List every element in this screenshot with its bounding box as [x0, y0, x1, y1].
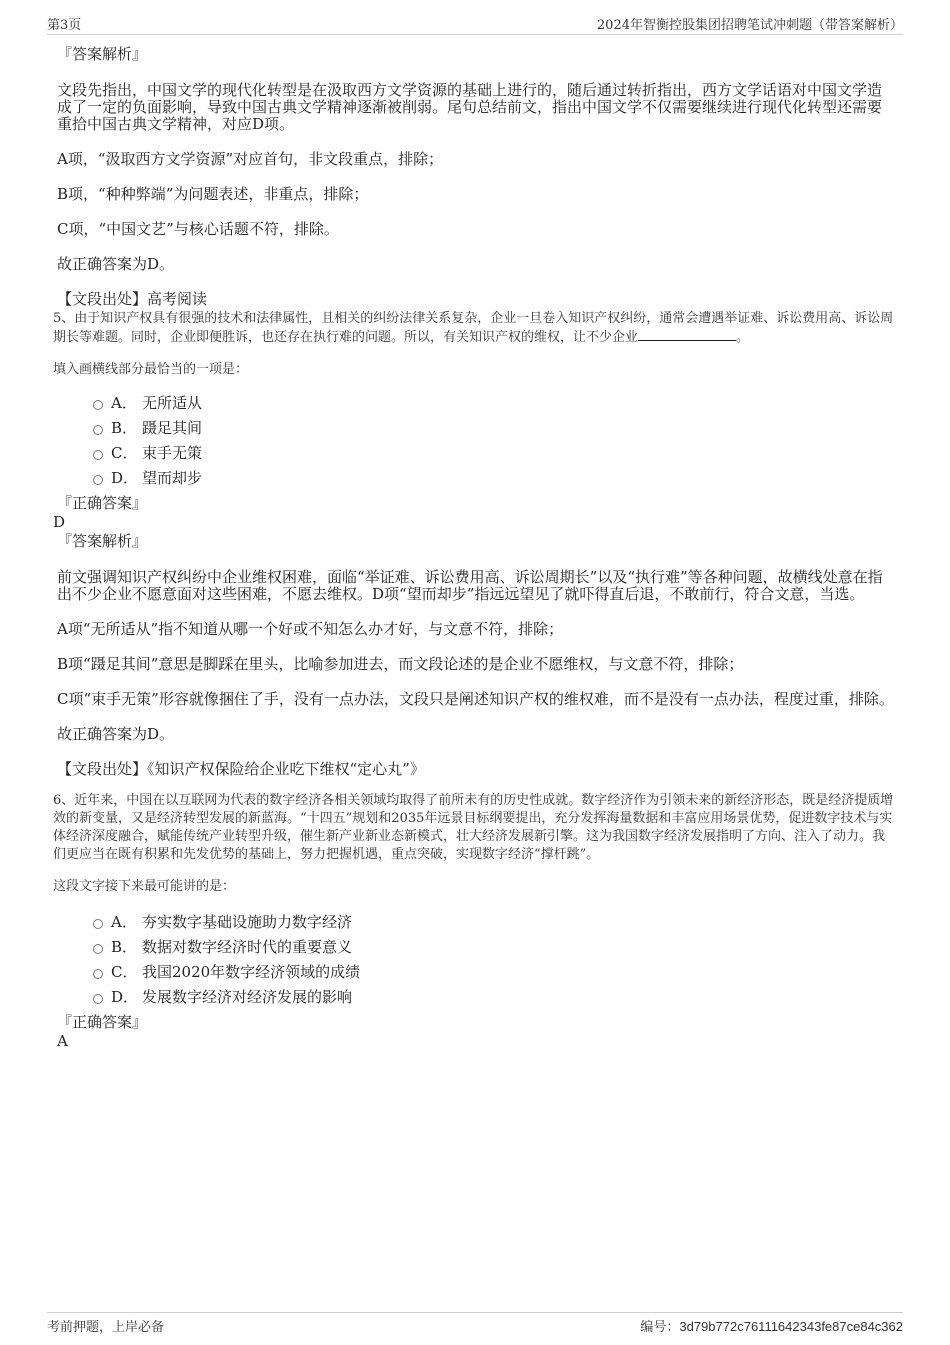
- option-b[interactable]: [53, 418, 895, 443]
- option-c-note: C项，“中国文艺”与核心话题不符，排除。: [57, 220, 339, 238]
- radio-button-icon[interactable]: [93, 994, 103, 1004]
- conclusion: 故正确答案为D。: [57, 255, 175, 273]
- option-letter: C．: [111, 963, 138, 981]
- option-a[interactable]: [53, 393, 895, 418]
- code-label: 编号：: [640, 1320, 680, 1335]
- document-code: [640, 1316, 903, 1335]
- analysis-text: 前文强调知识产权纠纷中企业维权困难，面临“举证难、诉讼费用高、诉讼周期长”以及“执行难”等各种问题，故横线处意在指出不少企业不愿意面对这些困难，不愿去维权。D项“望而却步”指远远望见了就吓得直后退，不敢前行，符合文意，当选。: [57, 568, 883, 603]
- radio-button-icon[interactable]: [93, 969, 103, 979]
- radio-button-icon[interactable]: [93, 425, 103, 435]
- option-b-note: B项，“种种弊端”为问题表述，非重点，排除；: [57, 185, 369, 203]
- option-letter: D．: [111, 988, 139, 1006]
- option-d[interactable]: [53, 468, 895, 493]
- source: 【文段出处】高考阅读: [57, 290, 208, 308]
- analysis-label: 『答案解析』: [57, 532, 148, 550]
- option-b[interactable]: [53, 937, 895, 962]
- page-footer: [47, 1312, 903, 1337]
- option-letter: D．: [111, 469, 139, 487]
- analysis-label: 『答案解析』: [57, 45, 148, 63]
- option-text: 蹑足其间: [142, 419, 203, 437]
- page-number: 第3页: [47, 18, 82, 33]
- option-a-note: A项，“汲取西方文学资源”对应首句，非文段重点，排除；: [57, 150, 444, 168]
- option-c[interactable]: [53, 962, 895, 987]
- option-letter: A．: [111, 913, 137, 931]
- option-text: 数据对数字经济时代的重要意义: [142, 938, 353, 956]
- source: 【文段出处】《知识产权保险给企业吃下维权“定心丸”》: [57, 760, 425, 778]
- option-text: 我国2020年数字经济领域的成绩: [142, 963, 361, 981]
- option-text: 发展数字经济对经济发展的影响: [142, 988, 353, 1006]
- option-text: 夯实数字基础设施助力数字经济: [142, 913, 353, 931]
- page-content: [53, 44, 895, 1050]
- correct-answer: A: [57, 1032, 68, 1050]
- conclusion: 故正确答案为D。: [57, 725, 175, 743]
- radio-button-icon[interactable]: [93, 475, 103, 485]
- option-letter: A．: [111, 394, 137, 412]
- footer-slogan: 考前押题，上岸必备: [47, 1320, 165, 1335]
- stem-text: 5、由于知识产权具有很强的技术和法律属性，且相关的纠纷法律关系复杂，企业一旦卷入知识产权纠纷，通常会遭遇举证难、诉讼费用高、诉讼周期长等难题。同时，企业即便胜诉，也还存在执行难的问题。所以，有关知识产权的维权，让不少企业: [53, 311, 894, 345]
- option-a-note: A项“无所适从”指不知道从哪一个好或不知怎么办才好，与文意不符，排除；: [57, 620, 564, 638]
- question-stem: 6、近年来，中国在以互联网为代表的数字经济各相关领域均取得了前所未有的历史性成就。数字经济作为引领未来的新经济形态，既是经济提质增效的新变量，又是经济转型发展的新蓝海。“十四五”规划和2035年远景目标纲要提出，充分发挥海量数据和丰富应用场景优势，促进数字技术与实体经济深度融合，赋能传统产业转型升级，催生新产业新业态新模式，壮大经济发展新引擎。这为我国数字经济发展指明了方向、注入了动力。我们更应当在既有积累和先发优势的基础上，努力把握机遇，重点突破，实现数字经济“撑杆跳”。: [53, 793, 894, 862]
- option-letter: B．: [111, 419, 138, 437]
- option-letter: B．: [111, 938, 138, 956]
- question-6: [53, 792, 895, 1050]
- question-prompt: 填入画横线部分最恰当的一项是：: [53, 362, 249, 377]
- radio-button-icon[interactable]: [93, 944, 103, 954]
- correct-answer-label: 『正确答案』: [57, 494, 148, 512]
- option-a[interactable]: [53, 912, 895, 937]
- option-list: [53, 912, 895, 1012]
- question-5: [53, 310, 895, 778]
- option-c[interactable]: [53, 443, 895, 468]
- option-text: 望而却步: [142, 469, 203, 487]
- radio-button-icon[interactable]: [93, 919, 103, 929]
- answer-blank: [638, 328, 736, 341]
- correct-answer-label: 『正确答案』: [57, 1013, 148, 1031]
- correct-answer: D: [53, 513, 66, 531]
- analysis-text: 文段先指出，中国文学的现代化转型是在汲取西方文学资源的基础上进行的，随后通过转折指出，西方文学话语对中国文学造成了一定的负面影响，导致中国古典文学精神逐渐被削弱。尾句总结前文，指出中国文学不仅需要继续进行现代化转型还需要重拾中国古典文学精神，对应D项。: [57, 81, 883, 133]
- q4-analysis-section: [57, 44, 895, 308]
- option-text: 无所适从: [142, 394, 203, 412]
- code-value: 3d79b772c76111642343fe87ce84c362: [679, 1319, 903, 1334]
- document-title: 2024年智衡控股集团招聘笔试冲刺题（带答案解析）: [596, 18, 903, 33]
- option-list: [53, 393, 895, 493]
- option-c-note: C项“束手无策”形容就像捆住了手，没有一点办法，文段只是阐述知识产权的维权难，而不是没有一点办法，程度过重，排除。: [57, 690, 894, 708]
- radio-button-icon[interactable]: [93, 400, 103, 410]
- option-d[interactable]: [53, 987, 895, 1012]
- option-b-note: B项“蹑足其间”意思是脚踩在里头，比喻参加进去，而文段论述的是企业不愿维权，与文意不符，排除；: [57, 655, 744, 673]
- radio-button-icon[interactable]: [93, 450, 103, 460]
- page-header: [47, 12, 903, 35]
- option-letter: C．: [111, 444, 138, 462]
- question-stem: [53, 310, 895, 347]
- option-text: 束手无策: [142, 444, 203, 462]
- question-prompt: 这段文字接下来最可能讲的是：: [53, 879, 236, 894]
- stem-end: 。: [736, 330, 750, 345]
